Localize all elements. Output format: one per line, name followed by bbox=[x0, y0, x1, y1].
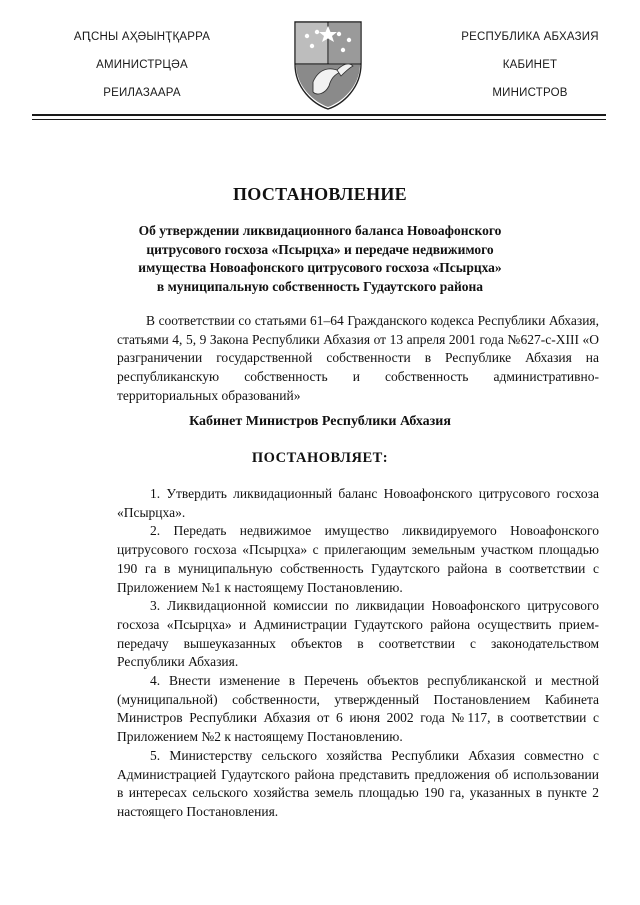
subject-line: в муниципальную собственность Гудаутского района bbox=[156, 278, 484, 294]
header-divider-thick bbox=[32, 114, 606, 116]
subject-line: Об утверждении ликвидационного баланса Новоафонского bbox=[138, 223, 502, 238]
decree-heading: ПОСТАНОВЛЯЕТ: bbox=[251, 450, 389, 466]
subject-line: цитрусового госхоза «Псырцха» и передаче недвижимого bbox=[146, 241, 494, 257]
header-divider-thin bbox=[32, 119, 606, 120]
header-right-line: РЕСПУБЛИКА АБХАЗИЯ bbox=[461, 31, 599, 43]
document-subject bbox=[100, 222, 540, 296]
header-right-line: МИНИСТРОВ bbox=[492, 87, 568, 99]
decree-item: 4. Внести изменение в Перечень объектов республиканской и местной (муниципальной) собственности, утвержденный Постановлением Кабинета Министров Республики Абхазия от 6 июня 2002 года №117, в соответствии с Приложением №2 к настоящему Постановлению. bbox=[117, 673, 599, 745]
header-left-line: АМИНИСТРЦӘА bbox=[96, 59, 188, 71]
header-left-line: РЕИЛАЗААРА bbox=[103, 87, 181, 99]
header-left-block bbox=[52, 30, 232, 114]
decree-item: 5. Министерству сельского хозяйства Республики Абхазия совместно с Администрацией Гудаутского района представить предложения об использовании в интересах сельского хозяйства земель площадью 190 га, указанных в пункте 2 настоящего Постановления. bbox=[117, 747, 599, 819]
decree-item: 2. Передать недвижимое имущество ликвидируемого Новоафонского цитрусового госхоза «Псырцха» с прилегающим земельным участком площадью 190 га в муниципальную собственность Гудаутского района в соответствии с Приложением №1 к настоящему Постановлению. bbox=[117, 523, 599, 595]
preamble-paragraph: В соответствии со статьями 61–64 Гражданского кодекса Республики Абхазия, статьями 4, 5, 9 Закона Республики Абхазия от 13 апреля 2001 года №627-с-XIII «О разграничении государственной собственности в Республике Абхазия на республиканскую собственность и собственность административно-территориальных образований» bbox=[117, 313, 599, 403]
decree-items bbox=[117, 485, 599, 822]
header-right-block bbox=[440, 30, 620, 114]
issuer-heading: Кабинет Министров Республики Абхазия bbox=[189, 414, 451, 429]
subject-line: имущества Новоафонского цитрусового госхоза «Псырцха» bbox=[138, 260, 502, 275]
header-left-line: АԤСНЫ АҲӘЫНҬҚАРРА bbox=[73, 31, 211, 43]
document-title: ПОСТАНОВЛЕНИЕ bbox=[233, 184, 407, 204]
decree-item: 3. Ликвидационной комиссии по ликвидации Новоафонского цитрусового госхоза «Псырцха» и Администрации Гудаутского района осуществить прием-передачу вышеуказанных объектов в соответствии с законодательством Республики Абхазия. bbox=[117, 598, 599, 670]
coat-of-arms-icon bbox=[291, 16, 365, 112]
header-right-line: КАБИНЕТ bbox=[502, 59, 558, 71]
decree-item: 1. Утвердить ликвидационный баланс Новоафонского цитрусового госхоза «Псырцха». bbox=[117, 486, 599, 520]
